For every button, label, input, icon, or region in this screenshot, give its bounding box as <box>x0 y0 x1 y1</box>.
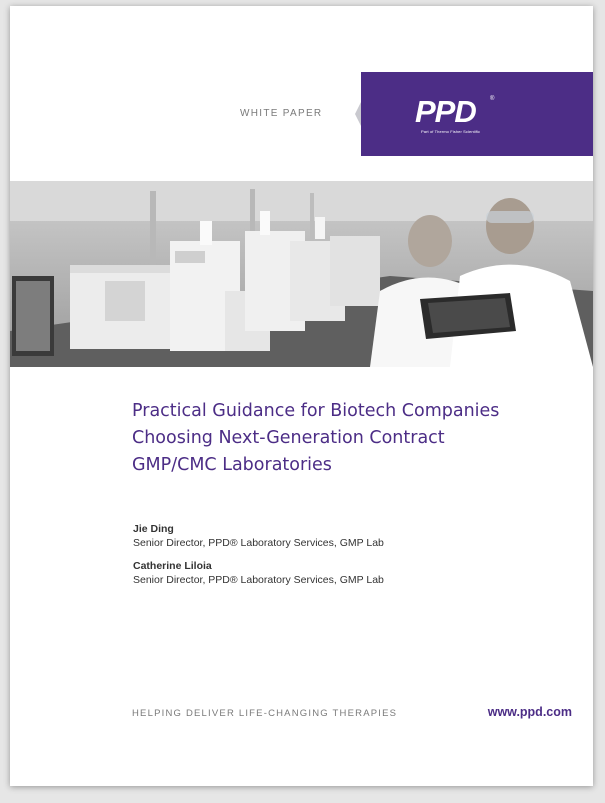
document-type-label: WHITE PAPER <box>240 108 323 119</box>
footer-tagline: HELPING DELIVER LIFE-CHANGING THERAPIES <box>132 708 398 719</box>
title-line: Choosing Next-Generation Contract <box>132 428 445 448</box>
ppd-logo: PPD <box>415 94 476 129</box>
author-name: Catherine Liloia <box>133 560 212 572</box>
author-entry <box>133 522 533 551</box>
author-name: Jie Ding <box>133 523 174 535</box>
title-line: Practical Guidance for Biotech Companies <box>132 401 500 421</box>
lab-photo <box>10 181 593 367</box>
white-paper-cover <box>10 6 593 786</box>
logo-tagline: Part of Thermo Fisher Scientific <box>421 129 481 134</box>
brand-banner <box>361 72 593 156</box>
author-list <box>133 522 533 596</box>
title-line: GMP/CMC Laboratories <box>132 455 332 475</box>
logo-registered-mark: ® <box>490 96 495 102</box>
author-entry <box>133 559 533 588</box>
author-role: Senior Director, PPD® Laboratory Services, GMP Lab <box>133 574 384 586</box>
author-role: Senior Director, PPD® Laboratory Services, GMP Lab <box>133 537 384 549</box>
document-title <box>132 398 582 479</box>
website-link[interactable]: www.ppd.com <box>487 705 572 719</box>
